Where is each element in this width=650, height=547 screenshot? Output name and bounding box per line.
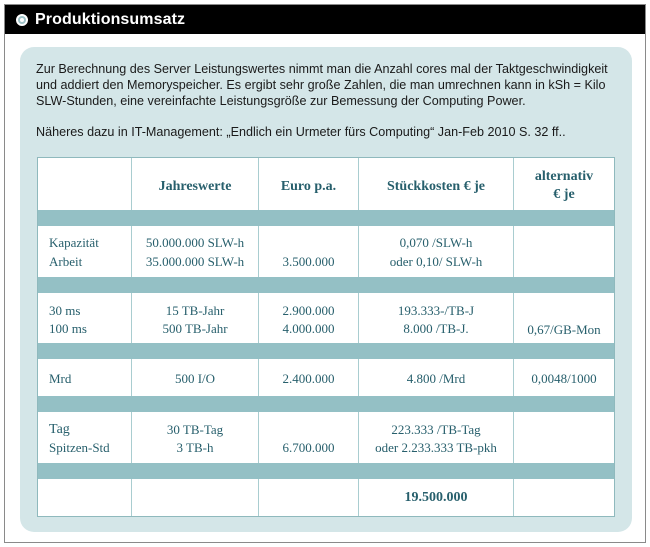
jahreswert: 3 TB-h <box>176 440 214 455</box>
row-label: Tag <box>49 422 70 437</box>
row-separator <box>38 463 614 479</box>
euro-value: 3.500.000 <box>282 254 335 269</box>
stueckkosten-value: 4.800 /Mrd <box>406 371 466 386</box>
header-euro-je: € je <box>553 187 575 202</box>
stueckkosten-value: 0,070 /SLW-h <box>399 235 473 250</box>
row-label: Mrd <box>49 371 72 386</box>
row-label: Kapazität <box>49 235 99 250</box>
total-value: 19.500.000 <box>404 490 468 505</box>
reference-note: Näheres dazu in IT-Management: „Endlich ein Urmeter fürs Computing“ Jan-Feb 2010 S. 32 ff.. <box>36 125 566 139</box>
row-label: Arbeit <box>49 254 83 269</box>
header-jahreswerte: Jahreswerte <box>158 179 232 194</box>
alternativ-value: 0,67/GB-Mon <box>527 322 601 337</box>
jahreswert: 500 TB-Jahr <box>162 321 228 336</box>
header-euro: Euro p.a. <box>280 179 337 194</box>
euro-value: 4.000.000 <box>282 321 335 336</box>
row-label: 100 ms <box>49 321 87 336</box>
cost-table <box>37 157 615 517</box>
stueckkosten-value: oder 2.233.333 TB-pkh <box>375 440 497 455</box>
jahreswert: 50.000.000 SLW-h <box>145 235 245 250</box>
jahreswert: 35.000.000 SLW-h <box>145 254 245 269</box>
stueckkosten-value: 223.333 /TB-Tag <box>391 422 481 437</box>
row-separator <box>38 210 614 226</box>
euro-value: 6.700.000 <box>282 440 335 455</box>
intro-paragraph: Zur Berechnung des Server Leistungswertes nimmt man die Anzahl cores mal der Taktgeschwindigkeit und addiert den Memoryspeicher. Es ergibt sehr große Zahlen, die man umrechnen kann in kSh = Kilo SLW-Stunden, eine vereinfachte Leistungsgröße zur Bemessung der Computing Power. <box>36 62 608 108</box>
header-alternativ: alternativ <box>534 169 594 184</box>
stueckkosten-value: oder 0,10/ SLW-h <box>389 254 483 269</box>
jahreswert: 15 TB-Jahr <box>165 303 225 318</box>
header-stueckkosten: Stückkosten € je <box>386 179 485 194</box>
bullet-circle-icon <box>16 14 28 26</box>
euro-value: 2.400.000 <box>282 371 335 386</box>
title-bar <box>5 5 645 34</box>
row-separator <box>38 343 614 359</box>
stueckkosten-value: 8.000 /TB-J. <box>403 321 469 336</box>
jahreswert: 500 I/O <box>174 371 216 386</box>
article-frame <box>4 4 646 543</box>
row-separator <box>38 277 614 293</box>
stueckkosten-value: 193.333-/TB-J <box>397 303 475 318</box>
row-separator <box>38 396 614 412</box>
page-title: Produktionsumsatz <box>35 10 186 28</box>
row-label: 30 ms <box>49 303 81 318</box>
euro-value: 2.900.000 <box>282 303 335 318</box>
row-label: Spitzen-Std <box>49 440 110 455</box>
alternativ-value: 0,0048/1000 <box>531 371 597 386</box>
content-panel <box>20 47 632 532</box>
jahreswert: 30 TB-Tag <box>166 422 224 437</box>
